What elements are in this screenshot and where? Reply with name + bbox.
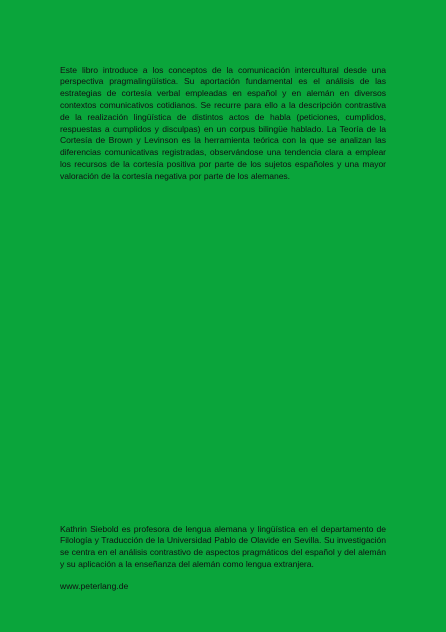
author-bio: Kathrin Siebold es profesora de lengua alemana y lingüística en el departamento de Filología y Traducción de la Universidad Pablo de Olavide en Sevilla. Su investigación se centra en el análisis contrastivo de aspectos pragmáticos del español y del alemán y su aplicación a la enseñanza del alemán como lengua extranjera. [60, 523, 386, 569]
publisher-url[interactable]: www.peterlang.de [60, 581, 129, 591]
book-abstract: Este libro introduce a los conceptos de la comunicación intercultural desde una perspectiva pragmalingüística. Su aportación fundamental es el análisis de las estrategias de cortesía verbal empleadas en español y en alemán en diversos contextos comunicativos cotidianos. Se recurre para ello a la descripción contrastiva de la realización lingüística de distintos actos de habla (peticiones, cumplidos, respuestas a cumplidos y disculpas) en un corpus bilingüe hablado. La Teoría de la Cortesía de Brown y Levinson es la herramienta teórica con la que se analizan las diferencias comunicativas registradas, observándose una tendencia clara a emplear los recursos de la cortesía positiva por parte de los sujetos españoles y una mayor valoración de la cortesía negativa por parte de los alemanes. [60, 64, 386, 181]
